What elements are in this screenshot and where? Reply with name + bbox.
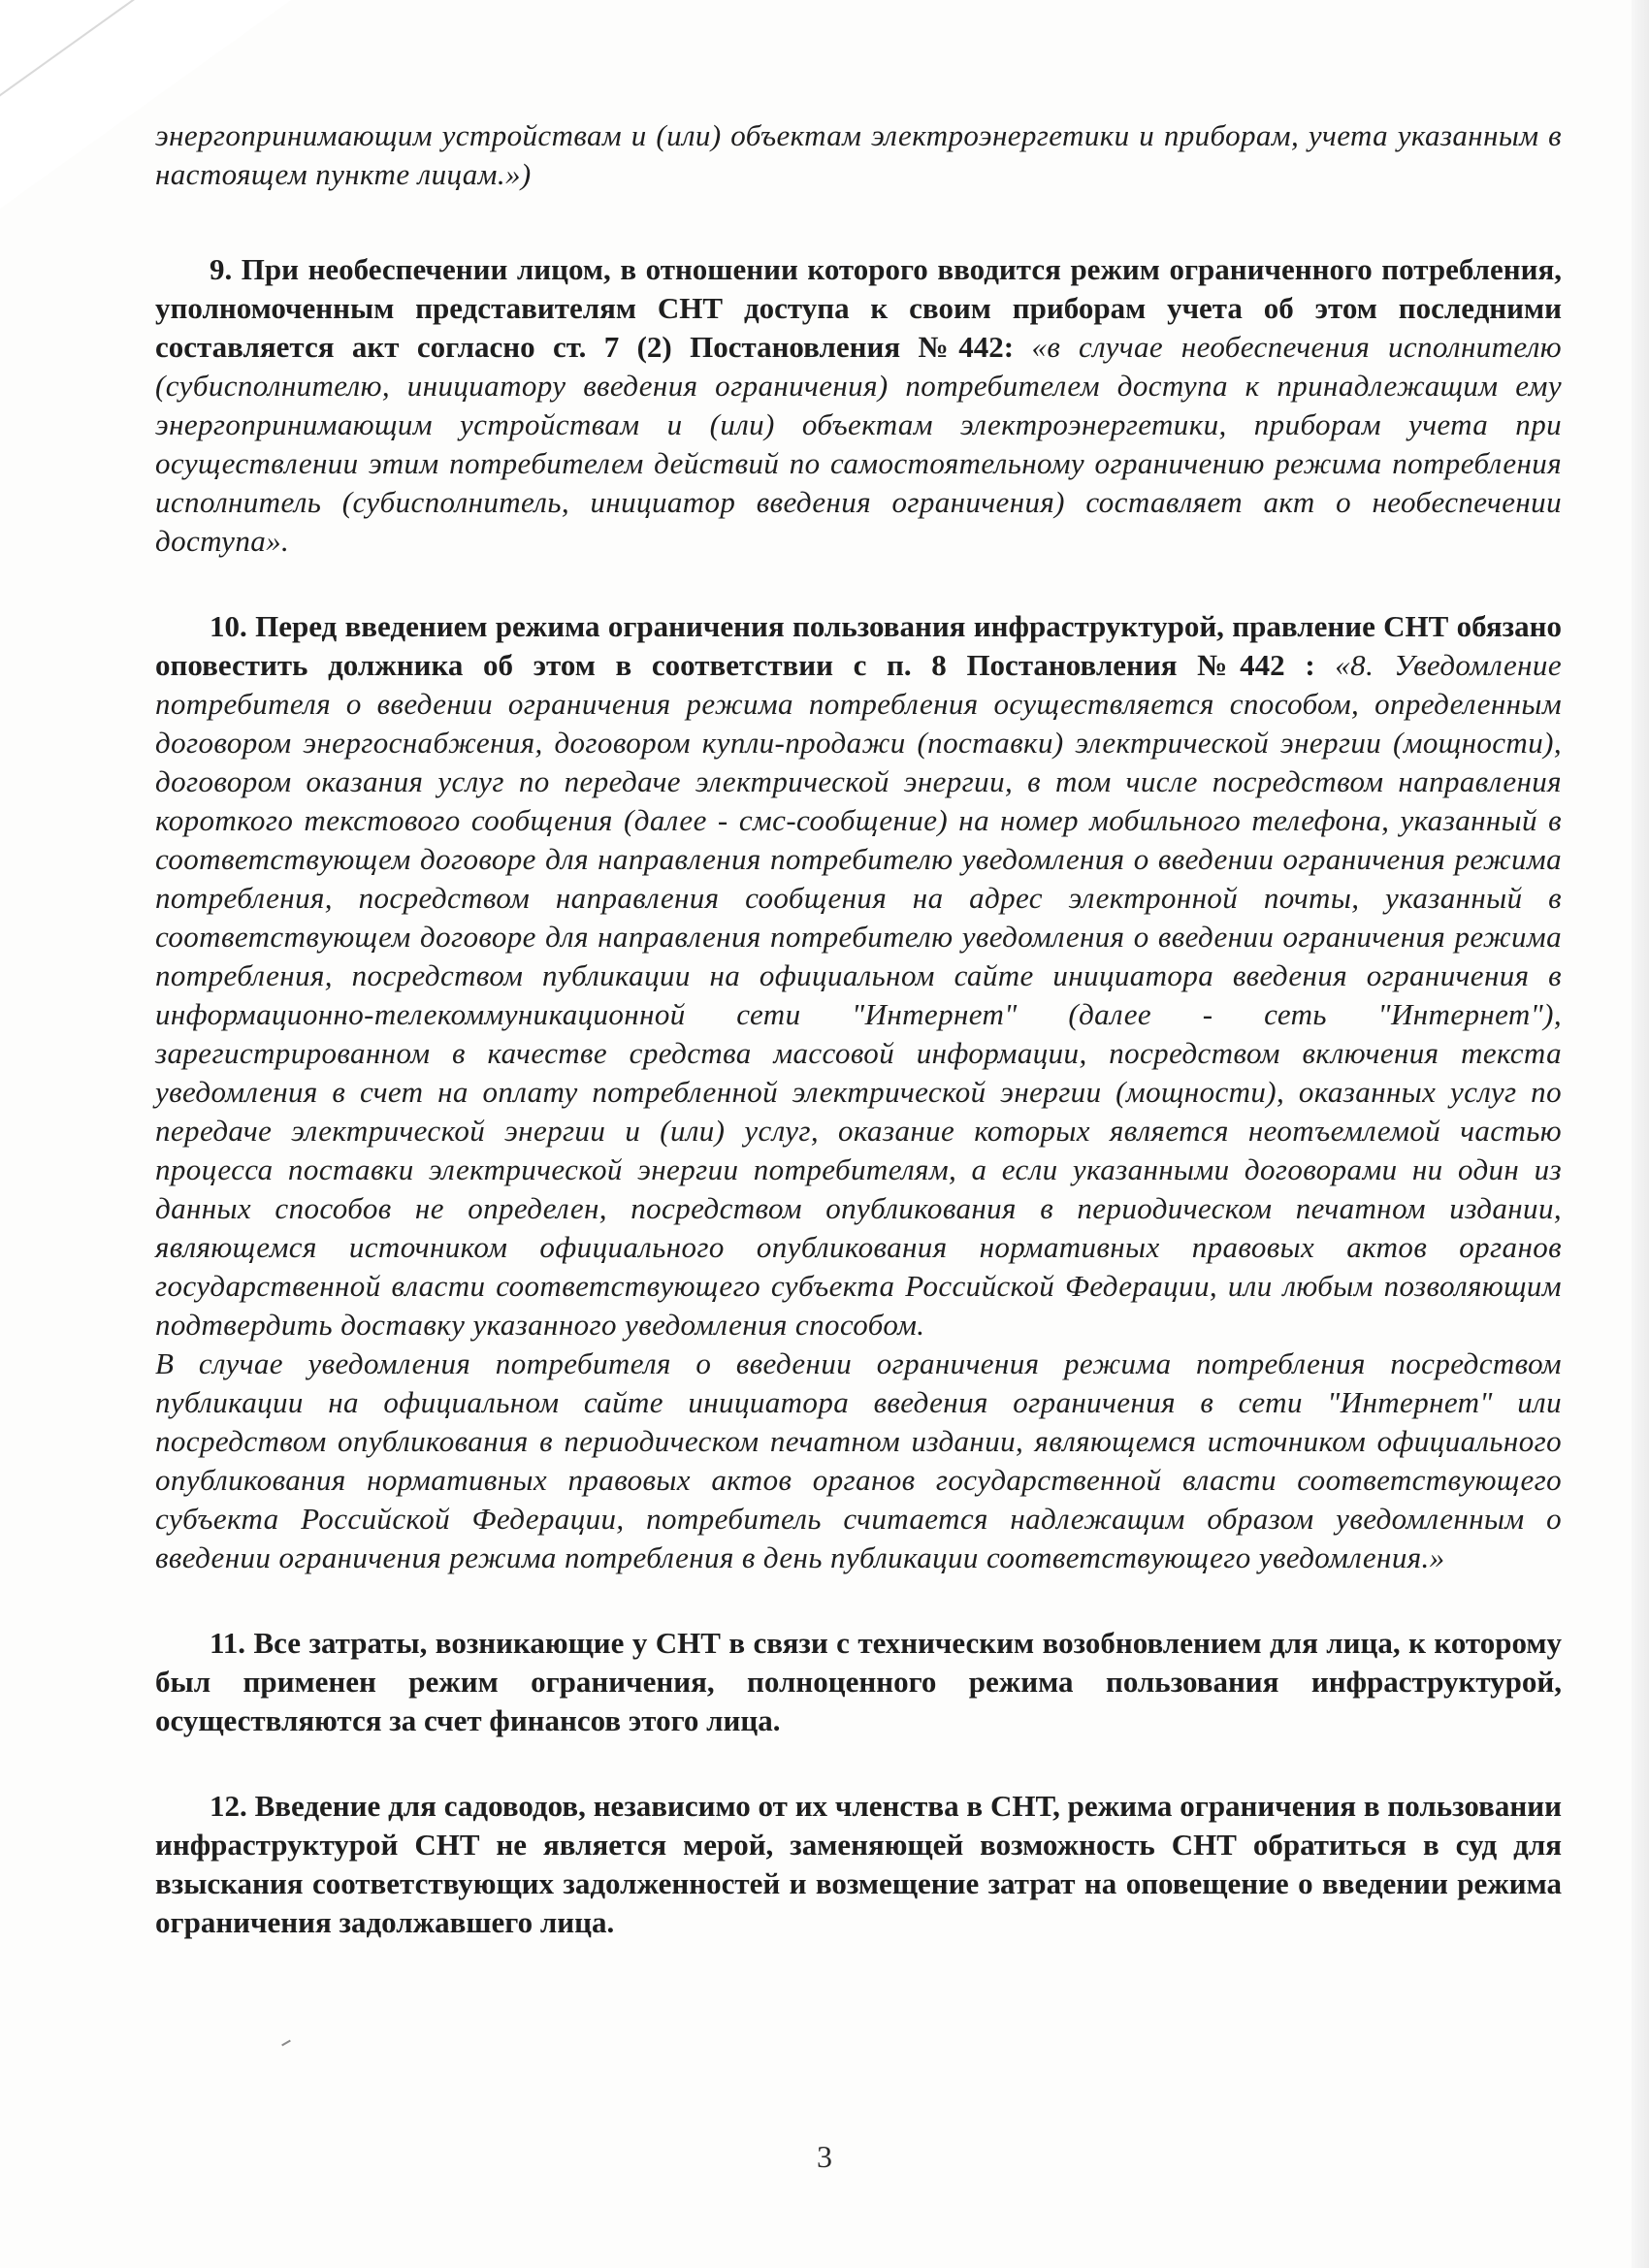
stray-pen-mark [281, 2040, 291, 2047]
intro-paragraph: энергопринимающим устройствам и (или) объектам электроэнергетики и приборам, учета указанным в настоящем пункте лицам.») [155, 118, 1562, 191]
paragraph-9 [155, 250, 1562, 561]
paragraph-10-quote-continued: В случае уведомления потребителя о введении ограничения режима потребления посредством публикации на официальном сайте инициатора введения ограничения в сети "Интернет" или посредством опубликования в периодическом печатном издании, являющемся источником официального опубликования нормативных правовых актов органов государственной власти соответствующего субъекта Российской Федерации, потребитель считается надлежащим образом уведомленным о введении ограничения режима потребления в день публикации соответствующего уведомления.» [155, 1346, 1562, 1574]
paragraph-12 [155, 1787, 1562, 1942]
paragraph-10-quote: «8. Уведомление потребителя о введении ограничения режима потребления осуществляется способом, определенным договором энергоснабжения, договором купли-продажи (поставки) электрической энергии (мощности), договором оказания услуг по передаче электрической энергии, в том числе посредством направления короткого текстового сообщения (далее - смс-сообщение) на номер мобильного телефона, указанный в соответствующем договоре для направления потребителю уведомления о введении ограничения режима потребления, посредством направления сообщения на адрес электронной почты, указанный в соответствующем договоре для направления потребителю уведомления о введении ограничения режима потребления, посредством публикации на официальном сайте инициатора введения ограничения в информационно-телекоммуникационной сети "Интернет" (далее - сеть "Интернет"), зарегистрированном в качестве средства массовой информации, посредством включения текста уведомления в счет на оплату потребленной электрической энергии (мощности), оказанных услуг по передаче электрической энергии и (или) услуг, оказание которых является неотъемлемой частью процесса поставки электрической энергии потребителям, а если указанными договорами ни один из данных способов не определен, посредством опубликования в периодическом печатном издании, являющемся источником официального опубликования нормативных правовых актов органов государственной власти соответствующего субъекта Российской Федерации, или любым позволяющим подтвердить доставку указанного уведомления способом. [155, 648, 1562, 1342]
paragraph-9-quote: «в случае необеспечения исполнителю (субисполнителю, инициатору введения ограничения) потребителем доступа к принадлежащим ему энергопринимающим устройствам и (или) объектам электроэнергетики, приборам учета при осуществлении этим потребителем действий по самостоятельному ограничению режима потребления исполнитель (субисполнитель, инициатор введения ограничения) составляет акт о необеспечении доступа». [155, 330, 1562, 558]
page-right-edge-shadow [1632, 0, 1649, 2268]
paragraph-11-text: 11. Все затраты, возникающие у СНТ в связи с техническим возобновлением для лица, к которому был применен режим ограничения, полноценного режима пользования инфраструктурой, осуществляются за счет финансов этого лица. [155, 1626, 1562, 1737]
paragraph-11 [155, 1624, 1562, 1740]
paragraph-10 [155, 607, 1562, 1345]
document-body [155, 116, 1562, 1989]
paragraph-12-text: 12. Введение для садоводов, независимо от их членства в СНТ, режима ограничения в пользовании инфраструктурой СНТ не является мерой, заменяющей возможность СНТ обратиться в суд для взыскания соответствующих задолженностей и возмещение затрат на оповещение о введении режима ограничения задолжавшего лица. [155, 1789, 1562, 1939]
paragraph-10-bold: 10. Перед введением режима ограничения пользования инфраструктурой, правление СНТ обязано оповестить должника об этом в соответствии с п. 8 Постановления №442 : [155, 609, 1562, 682]
page-number: 3 [817, 2139, 832, 2174]
paragraph-9-bold: 9. При необеспечении лицом, в отношении которого вводится режим ограниченного потребления, уполномоченным представителям СНТ доступа к своим приборам учета об этом последними составляется акт согласно ст. 7 (2) Постановления №442: [155, 252, 1562, 364]
